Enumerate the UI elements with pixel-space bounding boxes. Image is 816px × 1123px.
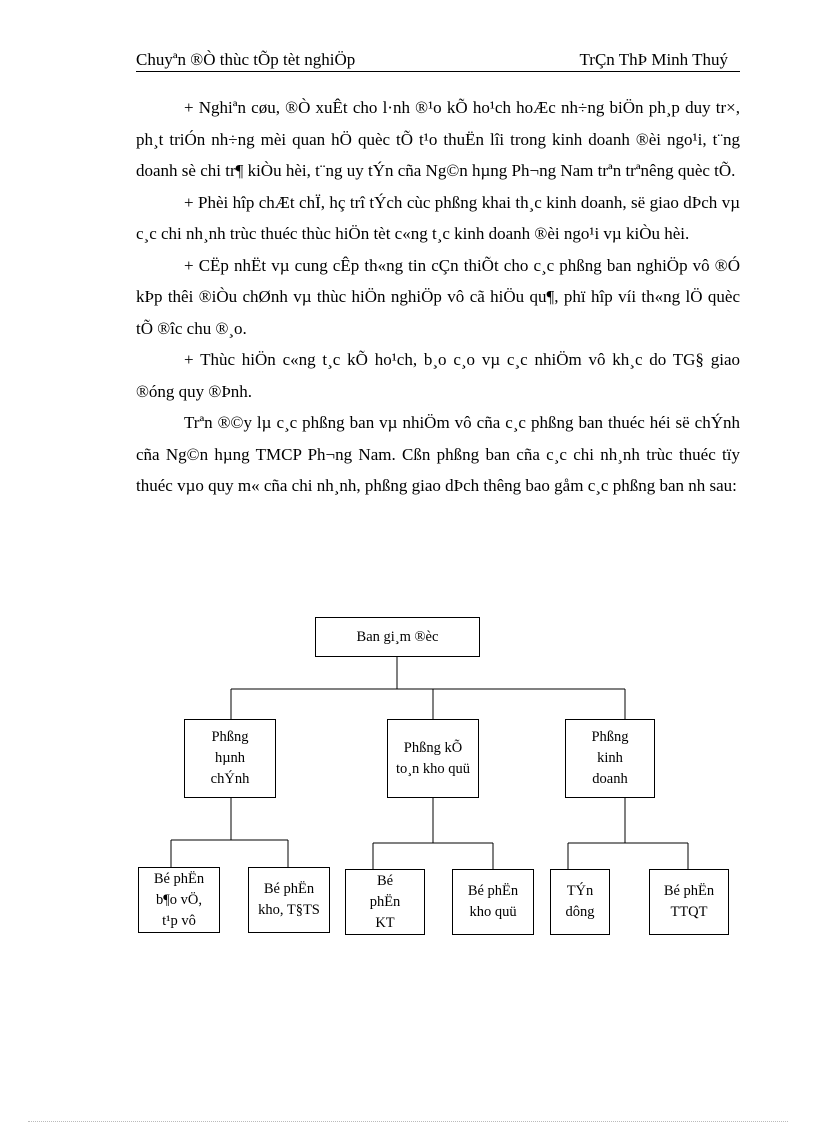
header-title: Chuyªn ®Ò thùc tÕp tèt nghiÖp — [136, 50, 356, 69]
org-box-accounting: Phßng kÕ to¸n kho quü — [387, 719, 479, 798]
org-box-credit: TÝn dông — [550, 869, 610, 935]
org-box-business: Phßng kinh doanh — [565, 719, 655, 798]
paragraph: Trªn ®©y lµ c¸c phßng ban vµ nhiÖm vô cña c¸c phßng ban thuéc héi së chÝnh cña Ng©n hµng TMCP Ph¬ng Nam. Cßn phßng ban cña c¸c chi nh¸nh trùc thuéc tïy thuéc vµo quy m« cña chi nh¸nh, phßng giao dÞch thêng bao gåm c¸c phßng ban nh sau: — [136, 413, 740, 495]
org-box-ttqt: Bé phËn TTQT — [649, 869, 729, 935]
footer-divider — [28, 1121, 788, 1122]
paragraph: + Thùc hiÖn c«ng t¸c kÕ ho¹ch, b¸o c¸o vµ c¸c nhiÖm vô kh¸c do TG§ giao ®óng quy ®Þnh. — [136, 350, 740, 401]
org-box-administration: Phßng hµnh chÝnh — [184, 719, 276, 798]
paragraph: + Phèi hîp chÆt chÏ, hç trî tÝch cùc phßng khai th¸c kinh doanh, së giao dÞch vµ c¸c chi nh¸nh trùc thuéc thùc hiÖn tèt c«ng t¸c kinh doanh ®èi ngo¹i vµ kiÒu hèi. — [136, 192, 740, 243]
paragraph: + Nghiªn cøu, ®Ò xuÊt cho l·nh ®¹o kÕ ho¹ch hoÆc nh÷ng biÖn ph¸p duy tr×, ph¸t triÓn nh÷ng mèi quan hÖ quèc tÕ t¹o thuËn lîi trong kinh doanh ®èi ngo¹i, t¨ng doanh sè chi tr¶ kiÒu hèi, t¨ng uy tÝn cña Ng©n hµng Ph¬ng Nam trªn trªnêng quèc tÕ. — [136, 98, 740, 180]
paragraph: + CËp nhËt vµ cung cÊp th«ng tin cÇn thiÕt cho c¸c phßng ban nghiÖp vô ®Ó kÞp thêi ®iÒu chØnh vµ thùc hiÖn nghiÖp vô cã hiÖu qu¶, phï hîp víi th«ng lÖ quèc tÕ ®îc chu ®¸o. — [136, 255, 740, 338]
org-box-root: Ban gi¸m ®èc — [315, 617, 480, 657]
org-box-vault: Bé phËn kho quü — [452, 869, 534, 935]
org-box-kt: Bé phËn KT — [345, 869, 425, 935]
org-box-warehouse: Bé phËn kho, T§TS — [248, 867, 330, 933]
org-box-security: Bé phËn b¶o vÖ, t¹p vô — [138, 867, 220, 933]
header-author: TrÇn ThÞ Minh Thuý — [579, 50, 728, 69]
